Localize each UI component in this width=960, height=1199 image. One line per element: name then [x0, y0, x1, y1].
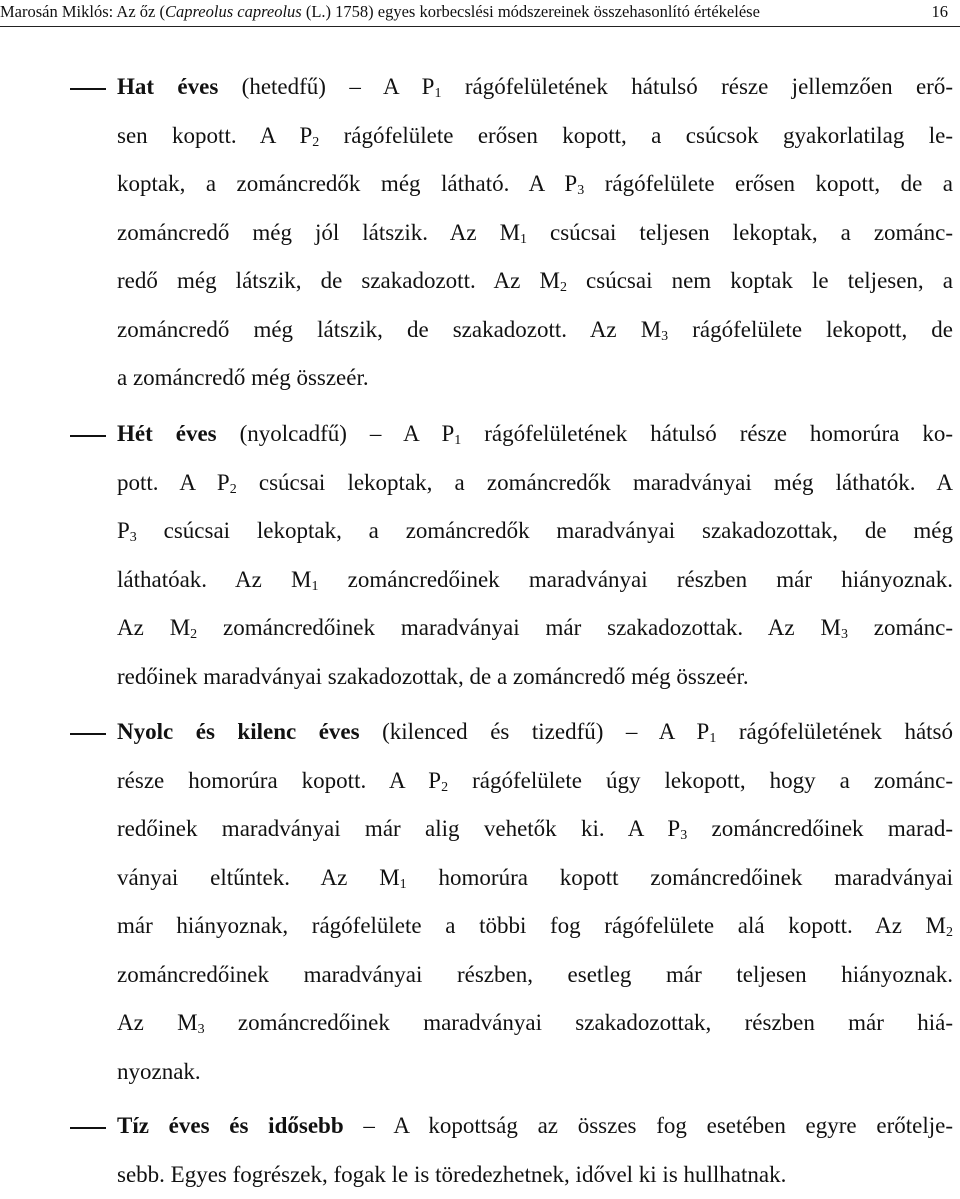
tooth-index: 2 — [946, 925, 953, 940]
text-line — [117, 1102, 953, 1151]
age-heading: Nyolc és kilenc éves — [117, 719, 360, 744]
text-line: redő még látszik, de szakadozott. Az $M_2$ csúcsai nem koptak le teljesen, a — [117, 257, 953, 306]
list-dash — [70, 1127, 106, 1129]
text-line: sen kopott. A $P_2$ rágófelülete erősen kopott, a csúcsok gyakorlatilag le- — [117, 112, 953, 161]
text-line — [117, 63, 953, 112]
text-line: sebb. Egyes fogrészek, fogak le is töredezhetnek, idővel ki is hullhatnak. — [117, 1151, 953, 1199]
page-number: 16 — [932, 0, 949, 24]
list-dash — [70, 435, 106, 437]
tooth-index: 3 — [130, 530, 137, 545]
text-line: nyoznak. — [117, 1048, 953, 1097]
tooth-index: 2 — [441, 780, 448, 795]
tooth-index: 1 — [311, 579, 318, 594]
text-line — [117, 708, 953, 757]
list-dash — [70, 733, 106, 735]
header-title: Marosán Miklós: Az őz (Capreolus capreolus (L.) 1758) egyes korbecslési módszereinek összehasonlító értékelése — [0, 0, 760, 24]
entry-text — [117, 708, 953, 1096]
age-heading: Hét éves — [117, 421, 217, 446]
text-line — [117, 410, 953, 459]
line-text: – A kopottság az összes fog esetében egyre erőtelje- — [344, 1113, 953, 1138]
text-line: redőinek maradványai szakadozottak, de a zománcredő még összeér. — [117, 653, 953, 702]
tooth-index: 2 — [560, 280, 567, 295]
running-header — [0, 0, 960, 27]
tooth-index: 2 — [312, 135, 319, 150]
text-line: $P_3$ csúcsai lekoptak, a zománcredők maradványai szakadozottak, de még — [117, 507, 953, 556]
text-line: pott. A $P_2$ csúcsai lekoptak, a zománcredők maradványai még láthatók. A — [117, 459, 953, 508]
line-text: (kilenced és tizedfű) – A $P_1$ rágófelületének hátsó — [360, 719, 953, 744]
text-line: zománcredő még jól látszik. Az $M_1$ csúcsai teljesen lekoptak, a zománc- — [117, 209, 953, 258]
tooth-index: 2 — [190, 627, 197, 642]
entry-text — [117, 1102, 953, 1199]
text-line: része homorúra kopott. A $P_2$ rágófelülete úgy lekopott, hogy a zománc- — [117, 757, 953, 806]
text-line: zománcredő még látszik, de szakadozott. Az $M_3$ rágófelülete lekopott, de — [117, 306, 953, 355]
tooth-index: 3 — [680, 828, 687, 843]
text-line: már hiányoznak, rágófelülete a többi fog rágófelülete alá kopott. Az $M_2$ — [117, 902, 953, 951]
text-line: Az $M_2$ zománcredőinek maradványai már szakadozottak. Az $M_3$ zománc- — [117, 604, 953, 653]
text-line: Az $M_3$ zománcredőinek maradványai szakadozottak, részben már hiá- — [117, 999, 953, 1048]
text-line: zománcredőinek maradványai részben, esetleg már teljesen hiányoznak. — [117, 951, 953, 1000]
line-text: (hetedfű) – A $P_1$ rágófelületének hátulsó része jellemzően erő- — [218, 74, 953, 99]
tooth-index: 1 — [400, 877, 407, 892]
tooth-index: 3 — [841, 627, 848, 642]
line-text: (nyolcadfű) – A $P_1$ rágófelületének hátulsó része homorúra ko- — [217, 421, 953, 446]
tooth-index: 2 — [230, 482, 237, 497]
text-line: koptak, a zománcredők még látható. A $P_3$ rágófelülete erősen kopott, de a — [117, 160, 953, 209]
species-name: Capreolus capreolus — [165, 2, 302, 21]
text-line: a zománcredő még összeér. — [117, 354, 953, 403]
tooth-index: 3 — [577, 183, 584, 198]
tooth-index: 1 — [520, 232, 527, 247]
tooth-index: 1 — [454, 433, 461, 448]
list-dash — [70, 88, 106, 90]
entry-text — [117, 63, 953, 403]
tooth-index: 3 — [661, 329, 668, 344]
tooth-index: 3 — [198, 1022, 205, 1037]
text-line: redőinek maradványai már alig vehetők ki. A $P_3$ zománcredőinek marad- — [117, 805, 953, 854]
tooth-index: 1 — [434, 86, 441, 101]
age-heading: Tíz éves és idősebb — [117, 1113, 344, 1138]
age-heading: Hat éves — [117, 74, 218, 99]
text-line: láthatóak. Az $M_1$ zománcredőinek maradványai részben már hiányoznak. — [117, 556, 953, 605]
text-line: ványai eltűntek. Az $M_1$ homorúra kopott zománcredőinek maradványai — [117, 854, 953, 903]
entry-text — [117, 410, 953, 701]
tooth-index: 1 — [709, 731, 716, 746]
